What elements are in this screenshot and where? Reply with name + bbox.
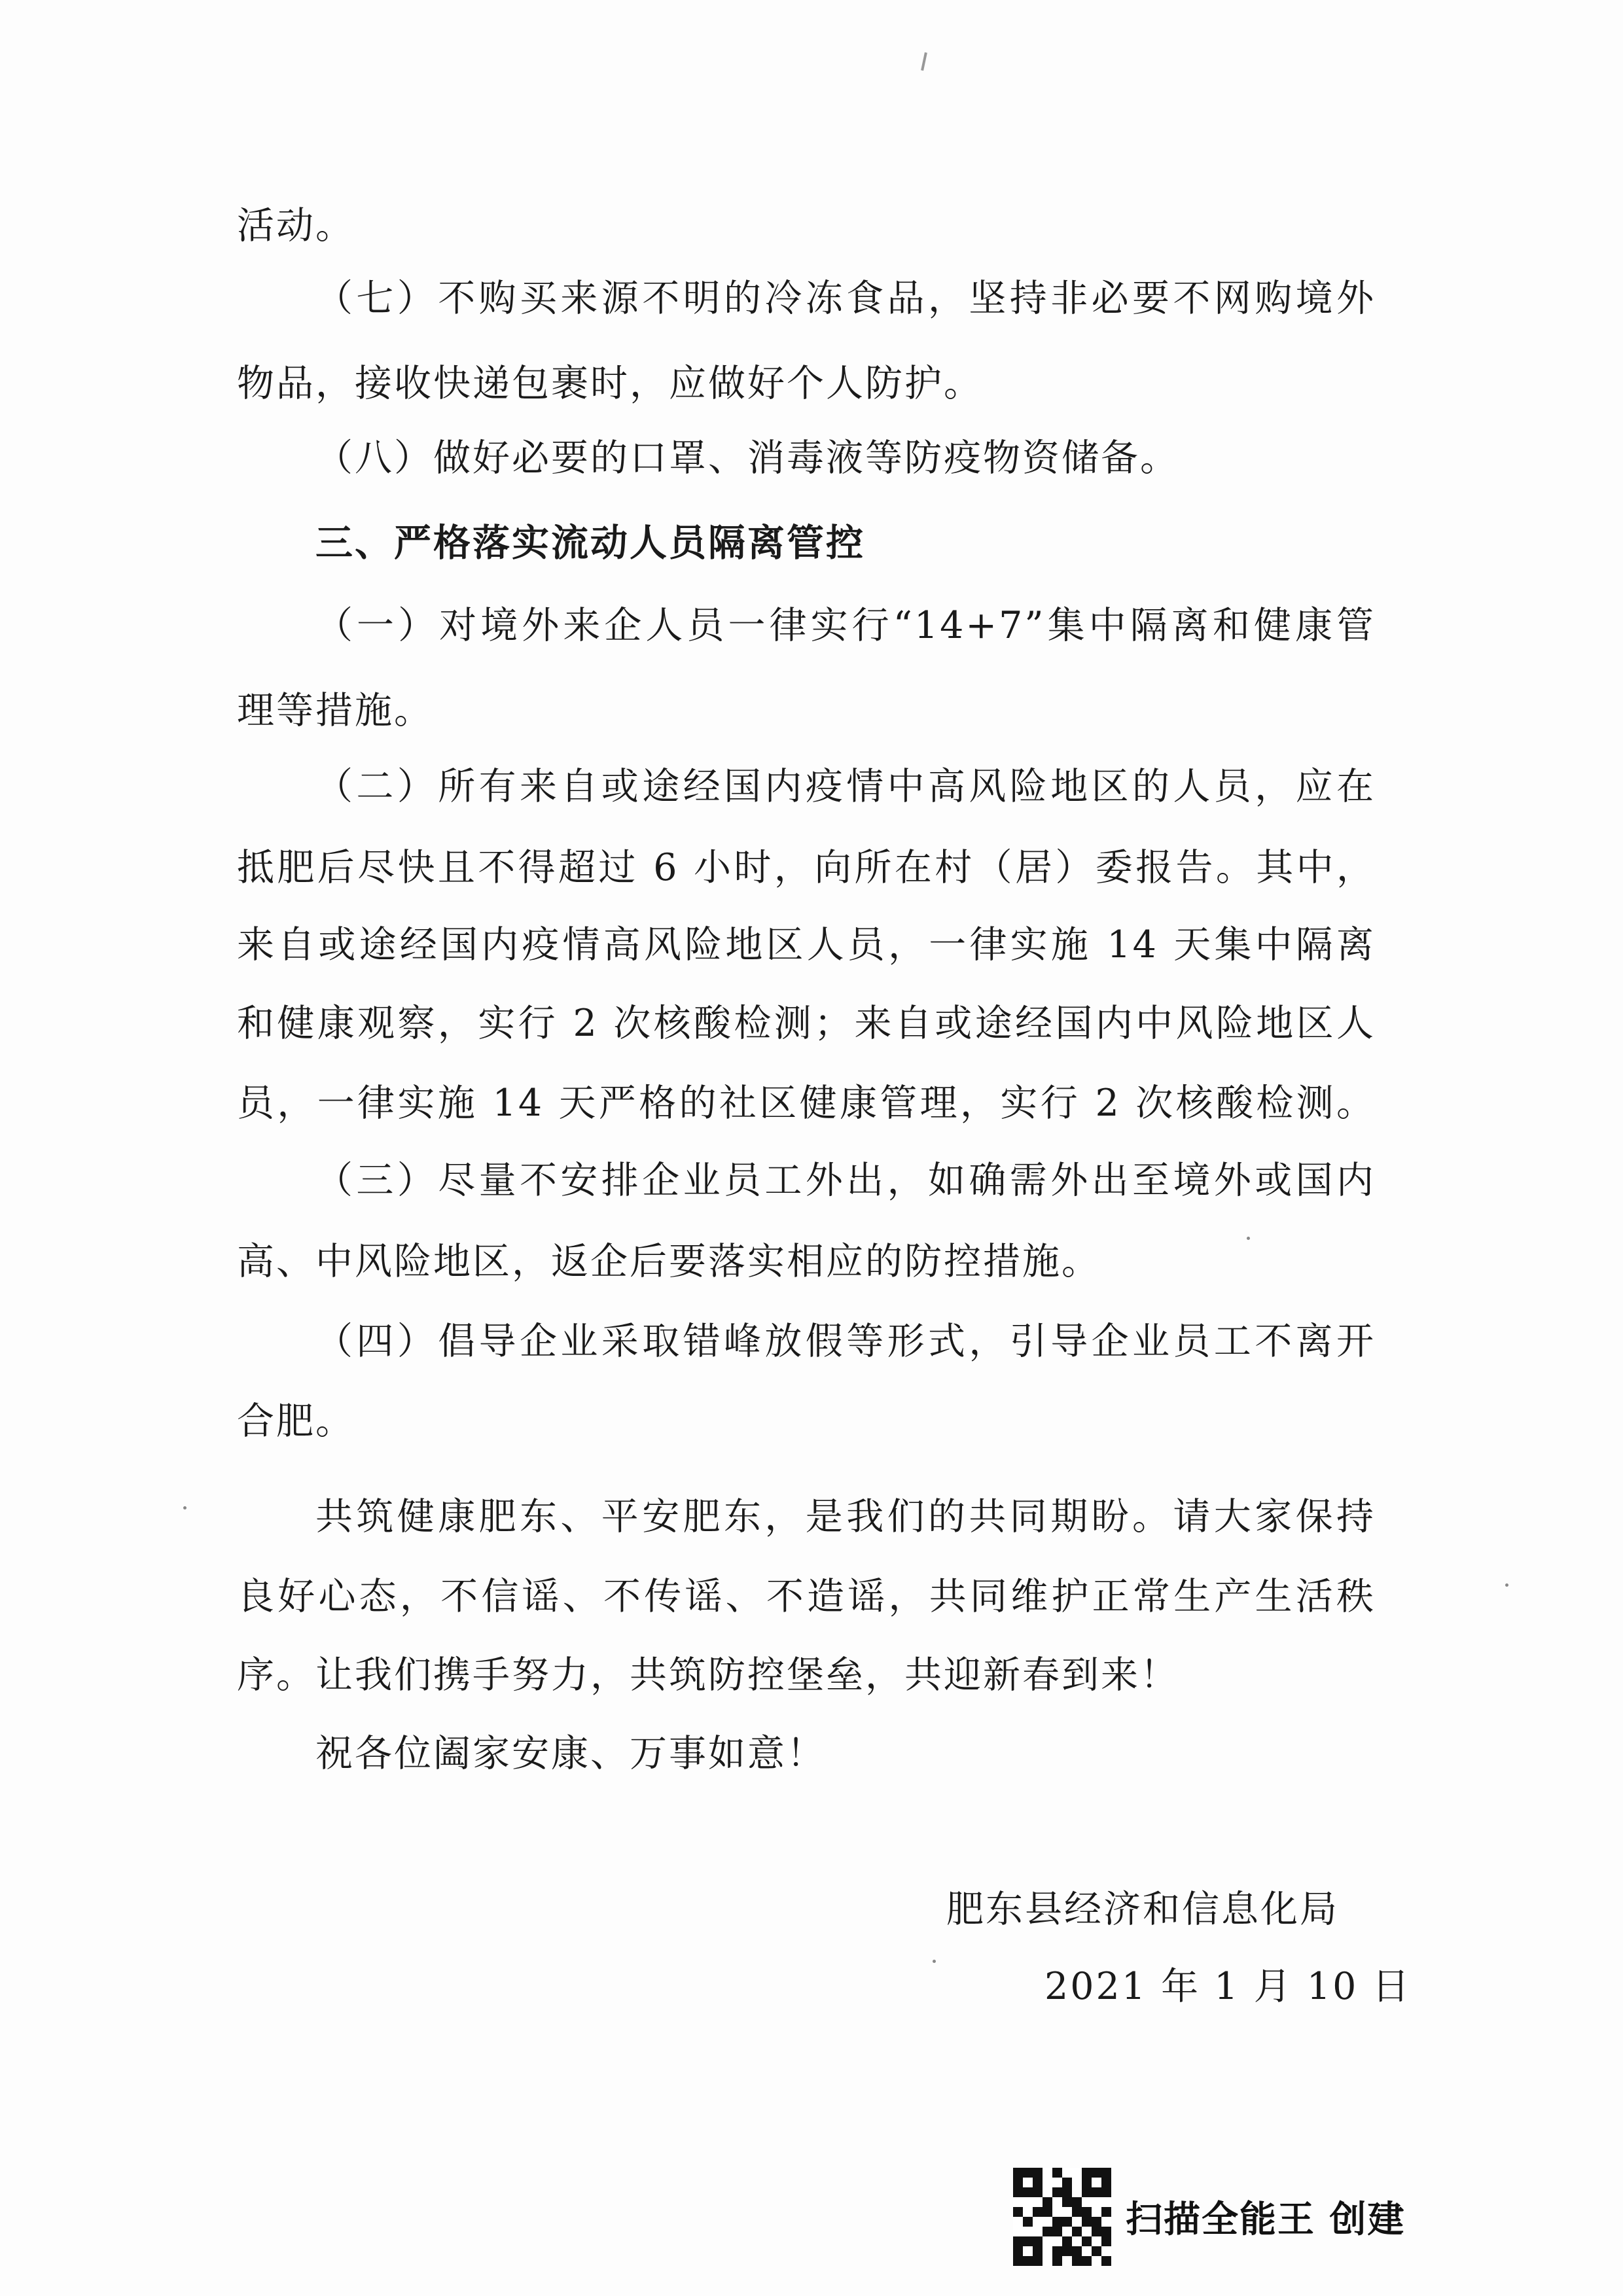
body-line: 员，一律实施 14 天严格的社区健康管理，实行 2 次核酸检测。 [237, 1082, 1376, 1125]
body-line: 和健康观察，实行 2 次核酸检测；来自或途经国内中风险地区人 [237, 1002, 1376, 1045]
signature-organization: 肥东县经济和信息化局 [946, 1888, 1339, 1931]
body-line: 良好心态，不信谣、不传谣、不造谣，共同维护正常生产生活秩 [237, 1575, 1376, 1618]
body-line: （二）所有来自或途经国内疫情中高风险地区的人员，应在 [315, 765, 1376, 808]
section-heading: 三、严格落实流动人员隔离管控 [315, 521, 865, 565]
scanner-watermark [1013, 2171, 1406, 2263]
body-line: 合肥。 [237, 1400, 355, 1443]
body-line: （八）做好必要的口罩、消毒液等防疫物资储备。 [315, 436, 1179, 480]
watermark-text: 扫描全能王 创建 [1126, 2199, 1406, 2241]
scan-speck [183, 1506, 187, 1510]
body-line: （七）不购买来源不明的冷冻食品，坚持非必要不网购境外 [315, 277, 1376, 320]
body-line: 序。让我们携手努力，共筑防控堡垒，共迎新春到来！ [237, 1653, 1179, 1697]
scan-speck [1505, 1583, 1508, 1587]
body-line: （三）尽量不安排企业员工外出，如确需外出至境外或国内 [315, 1159, 1376, 1202]
body-line: 抵肥后尽快且不得超过 6 小时，向所在村（居）委报告。其中， [237, 846, 1376, 889]
qr-code-icon [1013, 2168, 1111, 2266]
body-line: 来自或途经国内疫情高风险地区人员，一律实施 14 天集中隔离 [237, 923, 1376, 966]
body-line: 活动。 [237, 204, 355, 247]
scan-artifact [921, 52, 927, 71]
body-line: 高、中风险地区，返企后要落实相应的防控措施。 [237, 1240, 1101, 1283]
scan-speck [933, 1960, 936, 1963]
body-line: （一）对境外来企人员一律实行“14+7”集中隔离和健康管 [315, 604, 1376, 647]
signature-date: 2021 年 1 月 10 日 [1044, 1965, 1412, 2008]
body-line: 物品，接收快递包裹时，应做好个人防护。 [237, 362, 983, 405]
body-line: 共筑健康肥东、平安肥东，是我们的共同期盼。请大家保持 [315, 1495, 1376, 1538]
body-line: （四）倡导企业采取错峰放假等形式，引导企业员工不离开 [315, 1320, 1376, 1363]
body-line: 祝各位阖家安康、万事如意！ [315, 1732, 826, 1775]
body-line: 理等措施。 [237, 689, 433, 732]
